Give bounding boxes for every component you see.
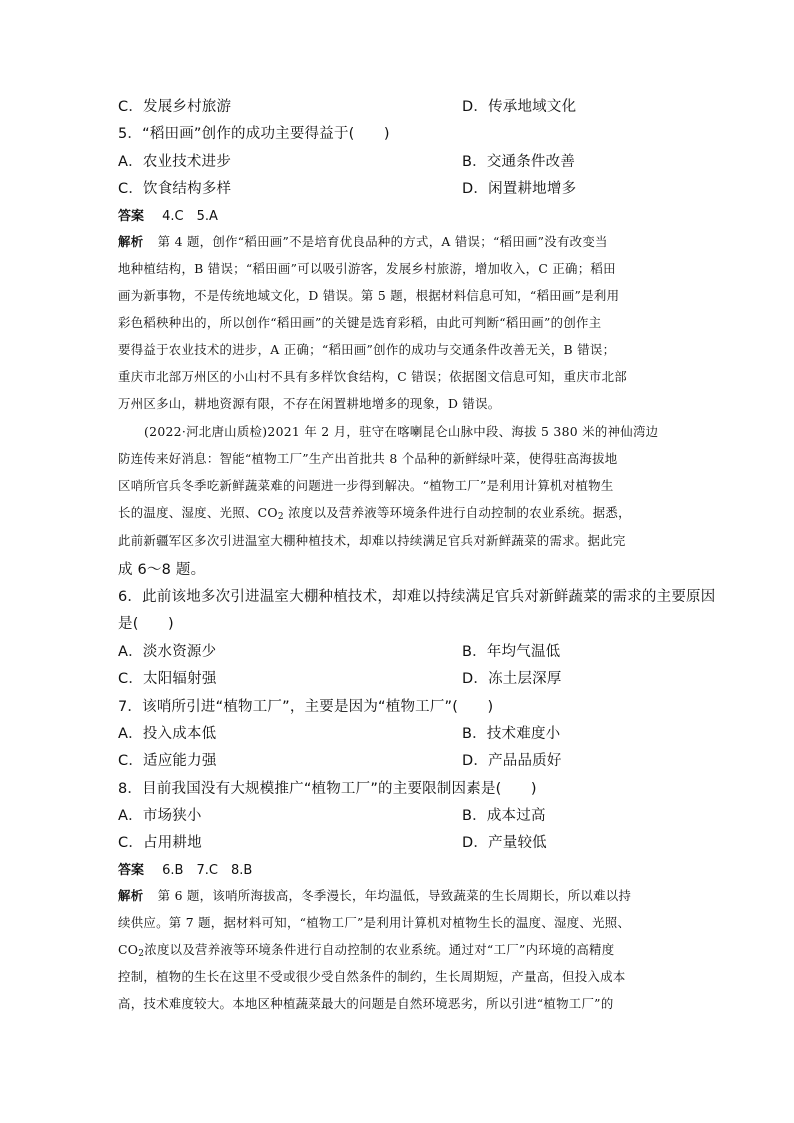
- explanation-1-line-6: 重庆市北部万州区的小山村不具有多样饮食结构，C 错误；依据图文信息可知，重庆市北部: [118, 369, 627, 384]
- answer-value: 4.C 5.A: [162, 209, 218, 224]
- answer-block-1: [118, 205, 218, 224]
- material-line-1: (2022·河北唐山质检)2021 年 2 月，驻守在喀喇昆仑山脉中段、海拔 5 380 米的神仙湾边: [144, 424, 659, 439]
- q7-option-row-ab: [118, 722, 561, 743]
- q8-option-a: A．市场狭小: [118, 808, 202, 824]
- answer-block-2: [118, 859, 252, 878]
- explanation-text: 第 6 题，该哨所海拔高，冬季漫长，年均温低，导致蔬菜的生长周期长，所以难以持: [157, 888, 632, 903]
- explanation-1-line-2: 地种植结构，B 错误；“稻田画”可以吸引游客，发展乡村旅游，增加收入，C 正确；稻田: [118, 261, 616, 276]
- q6-option-row-cd: [118, 667, 562, 688]
- q6-option-row-ab: [118, 640, 561, 661]
- explanation-1-line-7: 万州区多山，耕地资源有限，不存在闲置耕地增多的现象，D 错误。: [118, 396, 501, 411]
- q8-stem: 8．目前我国没有大规模推广“植物工厂”的主要限制因素是( ): [118, 781, 537, 797]
- co2-subscript: 2: [277, 512, 284, 522]
- answer-label: 答案: [118, 863, 145, 878]
- q8-option-c: C．占用耕地: [118, 835, 202, 851]
- q8-option-row-cd: [118, 831, 547, 852]
- material-line-2: 防连传来好消息：智能“植物工厂”生产出首批共 8 个品种的新鲜绿叶菜，使得驻高海拔地: [118, 451, 618, 466]
- explanation-2-line-5: 高，技术难度较大。本地区种植蔬菜最大的问题是自然环境恶劣，所以引进“植物工厂”的: [118, 996, 614, 1011]
- q7-option-row-cd: [118, 749, 562, 770]
- q5-option-d: D．闲置耕地增多: [462, 181, 577, 197]
- explanation-1-line-4: 彩色稻秧种出的，所以创作“稻田画”的关键是选育彩稻，由此可判断“稻田画”的创作主: [118, 315, 602, 330]
- explanation-1-line-3: 画为新事物，不是传统地域文化，D 错误。第 5 题，根据材料信息可知，“稻田画”是利用: [118, 288, 620, 303]
- q4-option-c: C．发展乡村旅游: [118, 99, 232, 115]
- explanation-2-line-2: 续供应。第 7 题，据材料可知，“植物工厂”是利用计算机对植物生长的温度、湿度、光照、: [118, 915, 631, 930]
- explanation-2-line-3: [118, 940, 614, 959]
- material-line-5: 此前新疆军区多次引进温室大棚种植技术，却难以持续满足官兵对新鲜蔬菜的需求。据此完: [118, 533, 626, 548]
- q7-option-a: A．投入成本低: [118, 726, 217, 742]
- answer-label: 答案: [118, 209, 145, 224]
- q5-stem: 5．“稻田画”创作的成功主要得益于( ): [118, 126, 390, 142]
- q5-option-row-ab: [118, 150, 576, 171]
- explanation-1-line-5: 要得益于农业技术的进步，A 正确；“稻田画”创作的成功与交通条件改善无关，B 错误；: [118, 342, 616, 357]
- q7-option-d: D．产品品质好: [462, 753, 562, 769]
- q8-option-row-ab: [118, 804, 546, 825]
- q7-option-c: C．适应能力强: [118, 753, 217, 769]
- q6-option-a: A．淡水资源少: [118, 644, 217, 660]
- q6-option-d: D．冻土层深厚: [462, 671, 562, 687]
- explanation-1-line-1: [118, 232, 608, 250]
- q6-stem-cont: 是( ): [118, 616, 174, 632]
- q5-option-c: C．饮食结构多样: [118, 181, 232, 197]
- q6-stem: 6．此前该地多次引进温室大棚种植技术，却难以持续满足官兵对新鲜蔬菜的需求的主要原因: [118, 589, 716, 605]
- explanation-2-line-4: 控制，植物的生长在这里不受或很少受自然条件的制约，生长周期短，产量高，但投入成本: [118, 969, 626, 984]
- co2-text: CO: [118, 942, 139, 957]
- q5-option-a: A．农业技术进步: [118, 154, 232, 170]
- q4-option-row-cd: [118, 95, 577, 116]
- explanation-label: 解析: [118, 888, 144, 903]
- material-line-4: [118, 503, 631, 522]
- q5-option-b: B．交通条件改善: [462, 154, 576, 170]
- explanation-label: 解析: [118, 234, 144, 249]
- q7-option-b: B．技术难度小: [462, 726, 561, 742]
- q7-stem: 7．该哨所引进“植物工厂”，主要是因为“植物工厂”( ): [118, 699, 494, 715]
- q4-option-d: D．传承地域文化: [462, 99, 577, 115]
- q8-option-b: B．成本过高: [462, 808, 546, 824]
- explanation-text: 第 4 题，创作“稻田画”不是培育优良品种的方式，A 错误；“稻田画”没有改变当: [157, 234, 608, 249]
- co2-subscript: 2: [138, 949, 145, 959]
- material-line-3: 区哨所官兵冬季吃新鲜蔬菜难的问题进一步得到解决。“植物工厂”是利用计算机对植物生: [118, 478, 614, 493]
- q6-option-b: B．年均气温低: [462, 644, 561, 660]
- material-line-6: 成 6～8 题。: [118, 562, 206, 578]
- q8-option-d: D．产量较低: [462, 835, 547, 851]
- explanation-2-line-3-rest: 浓度以及营养液等环境条件进行自动控制的农业系统。通过对“工厂”内环境的高精度: [144, 942, 615, 957]
- q5-option-row-cd: [118, 177, 577, 198]
- q6-option-c: C．太阳辐射强: [118, 671, 217, 687]
- explanation-2-line-1: [118, 886, 631, 904]
- material-line-4-text: 长的温度、湿度、光照、CO: [118, 505, 278, 520]
- material-line-4-rest: 浓度以及营养液等环境条件进行自动控制的农业系统。据悉，: [283, 505, 631, 520]
- answer-value: 6.B 7.C 8.B: [162, 863, 253, 878]
